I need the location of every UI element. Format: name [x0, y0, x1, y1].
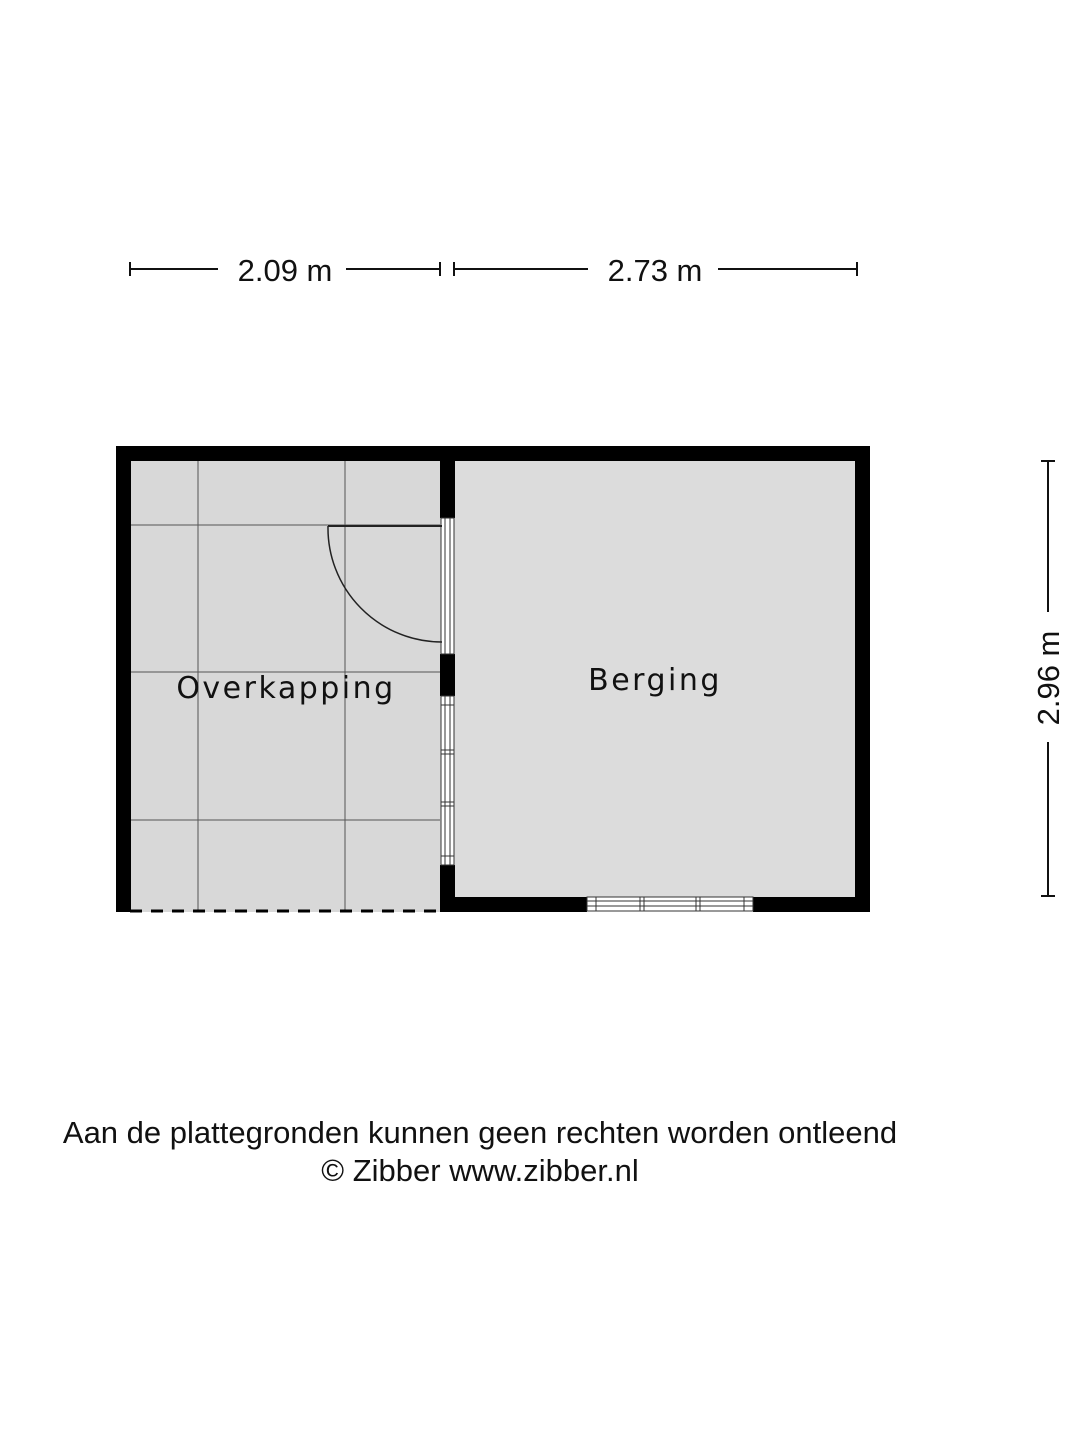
dimension-label-top-right: 2.73 m — [607, 253, 703, 288]
window-bottom-wall — [587, 897, 753, 911]
room-label-overkapping: Overkapping — [176, 671, 396, 706]
dimension-top-left — [130, 253, 440, 288]
room-label-berging: Berging — [588, 663, 722, 698]
dimension-top-right — [454, 253, 857, 288]
disclaimer-text: Aan de plattegronden kunnen geen rechten worden ontleend — [62, 1115, 898, 1150]
footer — [0, 1114, 960, 1190]
copyright-text: © Zibber www.zibber.nl — [321, 1153, 639, 1188]
dimension-label-right: 2.96 m — [1031, 630, 1066, 726]
dimension-right — [1031, 461, 1066, 896]
window-middle-wall — [441, 696, 454, 865]
dimension-label-top-left: 2.09 m — [237, 253, 333, 288]
